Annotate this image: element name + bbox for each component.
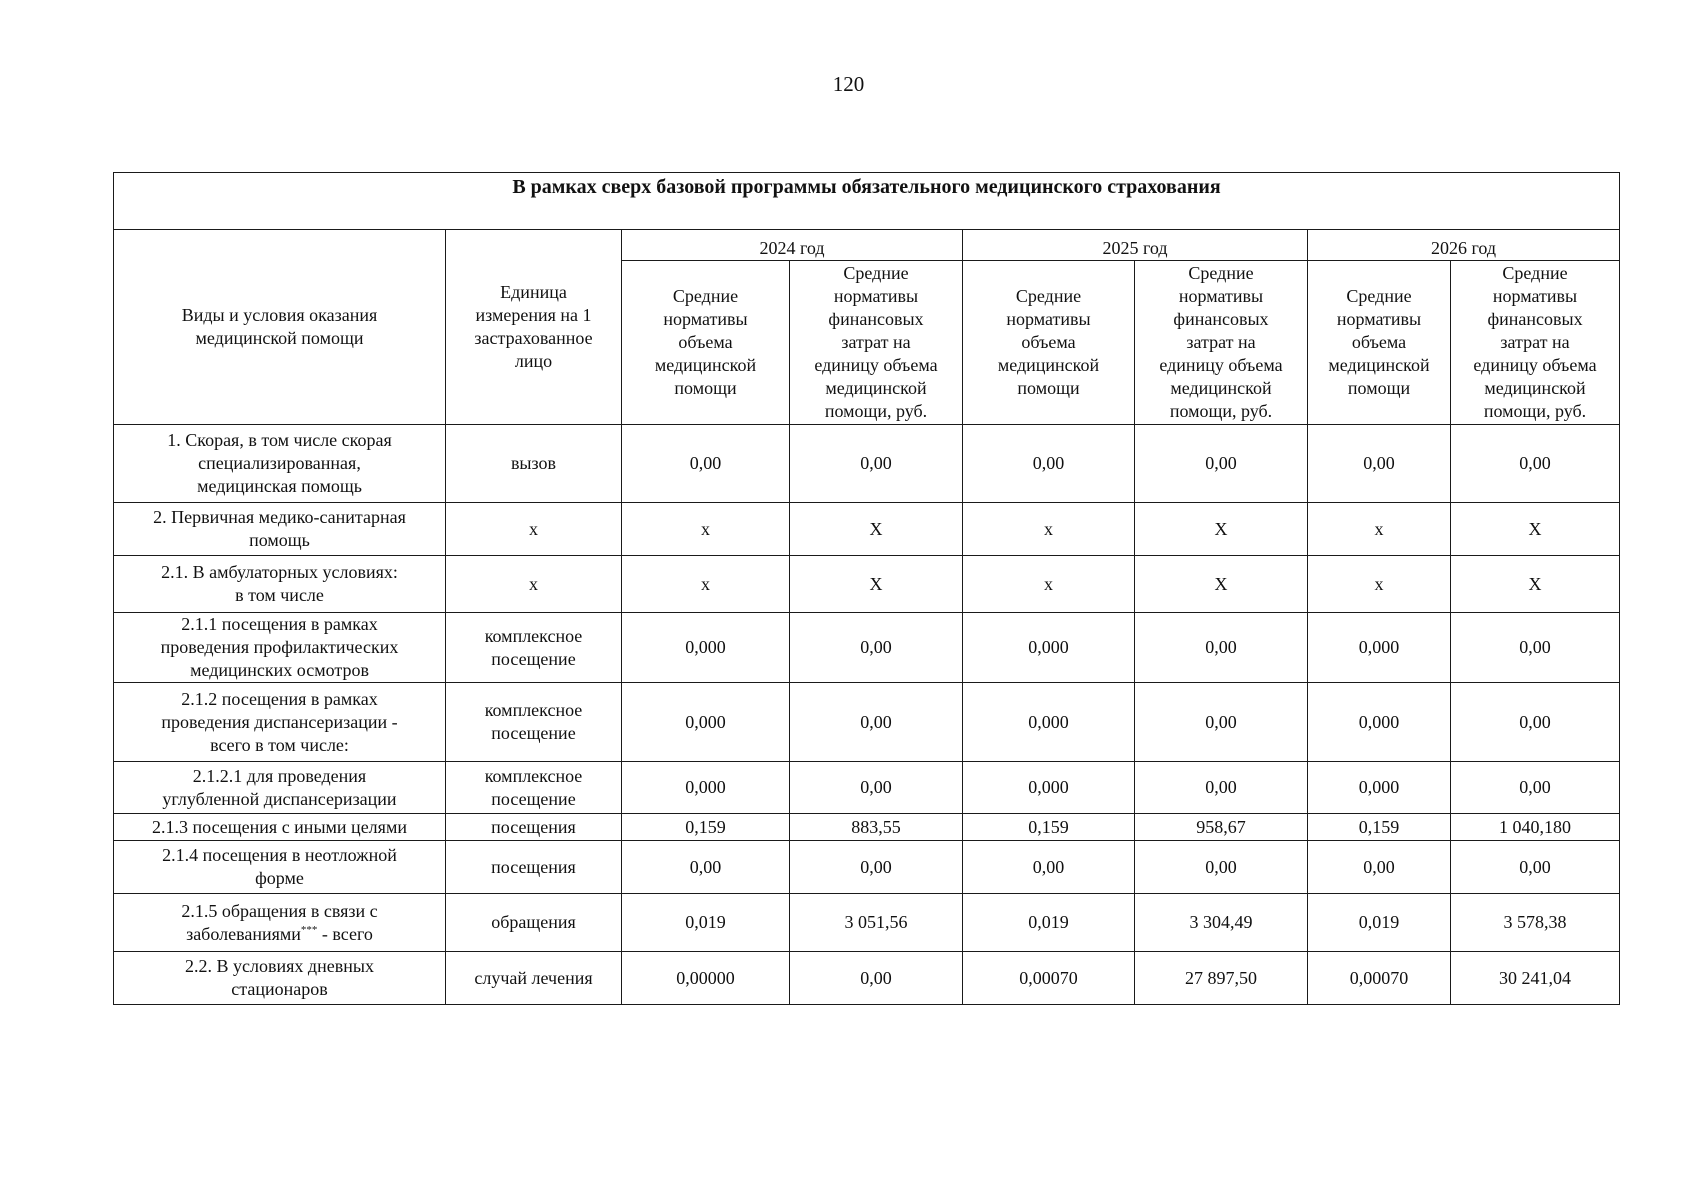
table-row (114, 814, 1620, 841)
cost-value: 0,00 (1135, 762, 1308, 814)
row-label: 2.2. В условиях дневных стационаров (114, 952, 446, 1005)
table-row (114, 683, 1620, 762)
row-label: 2.1.5 обращения в связи с заболеваниями*** - всего (114, 894, 446, 952)
row-unit: х (446, 503, 622, 556)
header-kind: Виды и условия оказания медицинской помощи (114, 230, 446, 425)
cost-value: 1 040,180 (1451, 814, 1620, 841)
cost-value: 0,00 (790, 952, 963, 1005)
cost-value: 0,00 (790, 841, 963, 894)
header-year-2026: 2026 год (1308, 230, 1620, 261)
volume-value: х (1308, 503, 1451, 556)
row-label: 2.1.1 посещения в рамках проведения профилактических медицинских осмотров (114, 613, 446, 683)
cost-value: 0,00 (1451, 425, 1620, 503)
row-label: 2.1.2.1 для проведения углубленной диспансеризации (114, 762, 446, 814)
table-caption: В рамках сверх базовой программы обязательного медицинского страхования (114, 173, 1620, 230)
row-unit: комплексное посещение (446, 683, 622, 762)
table-row (114, 613, 1620, 683)
volume-value: 0,00 (1308, 841, 1451, 894)
cost-value: Х (1451, 556, 1620, 613)
volume-value: 0,000 (622, 613, 790, 683)
header-volume: Средние нормативы объема медицинской помощи (963, 261, 1135, 425)
header-cost: Средние нормативы финансовых затрат на единицу объема медицинской помощи, руб. (1451, 261, 1620, 425)
table-row (114, 425, 1620, 503)
row-label: 2.1.2 посещения в рамках проведения диспансеризации - всего в том числе: (114, 683, 446, 762)
cost-value: 958,67 (1135, 814, 1308, 841)
header-cost: Средние нормативы финансовых затрат на единицу объема медицинской помощи, руб. (1135, 261, 1308, 425)
cost-value: 30 241,04 (1451, 952, 1620, 1005)
volume-value: 0,000 (963, 613, 1135, 683)
table-row (114, 503, 1620, 556)
volume-value: 0,00 (622, 841, 790, 894)
volume-value: 0,00070 (1308, 952, 1451, 1005)
row-label: 2.1.4 посещения в неотложной форме (114, 841, 446, 894)
cost-value: 0,00 (1135, 841, 1308, 894)
row-label: 2.1. В амбулаторных условиях: в том числе (114, 556, 446, 613)
header-unit: Единица измерения на 1 застрахованное лицо (446, 230, 622, 425)
volume-value: 0,000 (963, 683, 1135, 762)
cost-value: 0,00 (1451, 613, 1620, 683)
cost-value: 3 304,49 (1135, 894, 1308, 952)
table-row (114, 762, 1620, 814)
volume-value: 0,00070 (963, 952, 1135, 1005)
table-row (114, 894, 1620, 952)
cost-value: 0,00 (1135, 683, 1308, 762)
cost-value: Х (1135, 503, 1308, 556)
cost-value: 883,55 (790, 814, 963, 841)
row-unit: комплексное посещение (446, 613, 622, 683)
volume-value: 0,00000 (622, 952, 790, 1005)
cost-value: Х (1135, 556, 1308, 613)
row-unit: комплексное посещение (446, 762, 622, 814)
row-unit: посещения (446, 841, 622, 894)
cost-value: Х (790, 503, 963, 556)
volume-value: 0,019 (963, 894, 1135, 952)
header-volume: Средние нормативы объема медицинской помощи (622, 261, 790, 425)
row-unit: х (446, 556, 622, 613)
table-row (114, 841, 1620, 894)
cost-value: 0,00 (1451, 762, 1620, 814)
header-volume: Средние нормативы объема медицинской помощи (1308, 261, 1451, 425)
cost-value: 0,00 (1135, 425, 1308, 503)
volume-value: х (622, 503, 790, 556)
row-label: 2. Первичная медико-санитарная помощь (114, 503, 446, 556)
cost-value: Х (790, 556, 963, 613)
header-cost: Средние нормативы финансовых затрат на единицу объема медицинской помощи, руб. (790, 261, 963, 425)
volume-value: 0,000 (622, 683, 790, 762)
cost-value: 0,00 (1135, 613, 1308, 683)
row-unit: посещения (446, 814, 622, 841)
table-body (114, 425, 1620, 1005)
volume-value: х (1308, 556, 1451, 613)
volume-value: х (963, 503, 1135, 556)
volume-value: 0,00 (963, 425, 1135, 503)
volume-value: 0,019 (1308, 894, 1451, 952)
cost-value: 27 897,50 (1135, 952, 1308, 1005)
volume-value: 0,159 (1308, 814, 1451, 841)
volume-value: 0,000 (1308, 683, 1451, 762)
header-year-2025: 2025 год (963, 230, 1308, 261)
table-row (114, 556, 1620, 613)
volume-value: 0,00 (1308, 425, 1451, 503)
volume-value: 0,000 (622, 762, 790, 814)
cost-value: 0,00 (1451, 841, 1620, 894)
cost-value: Х (1451, 503, 1620, 556)
volume-value: 0,159 (622, 814, 790, 841)
volume-value: 0,019 (622, 894, 790, 952)
year-header-row (114, 230, 1620, 261)
table-row (114, 952, 1620, 1005)
row-label: 2.1.3 посещения с иными целями (114, 814, 446, 841)
cost-value: 0,00 (790, 762, 963, 814)
volume-value: х (963, 556, 1135, 613)
cost-value: 0,00 (790, 425, 963, 503)
normatives-table (113, 172, 1620, 1005)
volume-value: 0,000 (1308, 613, 1451, 683)
row-unit: вызов (446, 425, 622, 503)
table-caption-row (114, 173, 1620, 230)
cost-value: 0,00 (790, 683, 963, 762)
header-year-2024: 2024 год (622, 230, 963, 261)
row-unit: случай лечения (446, 952, 622, 1005)
cost-value: 3 578,38 (1451, 894, 1620, 952)
page-number: 120 (832, 72, 865, 96)
volume-value: 0,000 (963, 762, 1135, 814)
volume-value: 0,00 (963, 841, 1135, 894)
cost-value: 3 051,56 (790, 894, 963, 952)
cost-value: 0,00 (790, 613, 963, 683)
cost-value: 0,00 (1451, 683, 1620, 762)
volume-value: 0,000 (1308, 762, 1451, 814)
volume-value: х (622, 556, 790, 613)
row-label: 1. Скорая, в том числе скорая специализированная, медицинская помощь (114, 425, 446, 503)
volume-value: 0,159 (963, 814, 1135, 841)
volume-value: 0,00 (622, 425, 790, 503)
row-unit: обращения (446, 894, 622, 952)
